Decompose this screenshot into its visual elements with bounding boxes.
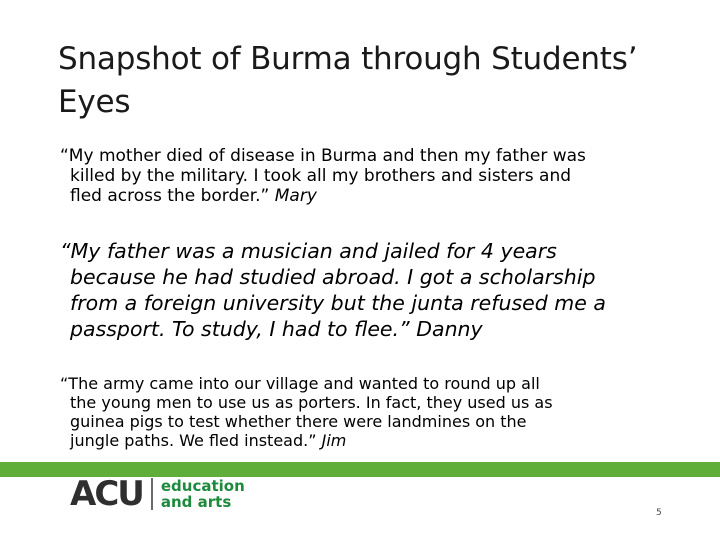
logo-mark: ACU [70, 474, 143, 514]
quote-line: killed by the military. I took all my brothers and sisters and [70, 166, 572, 186]
quote-author: Jim [321, 431, 347, 450]
page-number: 5 [656, 508, 662, 518]
acu-logo [70, 474, 245, 514]
quote-line: jungle paths. We fled instead.” Jim [70, 431, 347, 450]
quote-author: Danny [416, 317, 483, 341]
quote-line: because he had studied abroad. I got a scholarship [70, 265, 596, 289]
title-line-1: Snapshot of Burma through Students’ [58, 41, 638, 77]
quote-line: guinea pigs to test whether there were landmines on the [70, 412, 527, 431]
quote-line: “The army came into our village and wanted to round up all [60, 374, 540, 393]
quote-line: passport. To study, I had to flee.” Danny [70, 317, 483, 341]
quote-mary [60, 146, 586, 206]
quote-danny [60, 238, 606, 342]
quote-jim [60, 374, 553, 450]
quote-line: from a foreign university but the junta refused me a [70, 291, 606, 315]
quote-line: fled across the border.” Mary [70, 186, 317, 206]
quote-line: “My father was a musician and jailed for 4 years [60, 239, 557, 263]
quote-author: Mary [274, 186, 317, 206]
logo-text [161, 478, 245, 510]
title-line-2: Eyes [58, 84, 131, 120]
logo-line-1: education [160, 477, 245, 495]
quote-line: the young men to use us as porters. In fact, they used us as [70, 393, 553, 412]
quote-line: “My mother died of disease in Burma and then my father was [60, 146, 586, 166]
logo-divider [151, 478, 153, 510]
slide-title [58, 38, 688, 124]
logo-line-2: and arts [160, 493, 232, 511]
